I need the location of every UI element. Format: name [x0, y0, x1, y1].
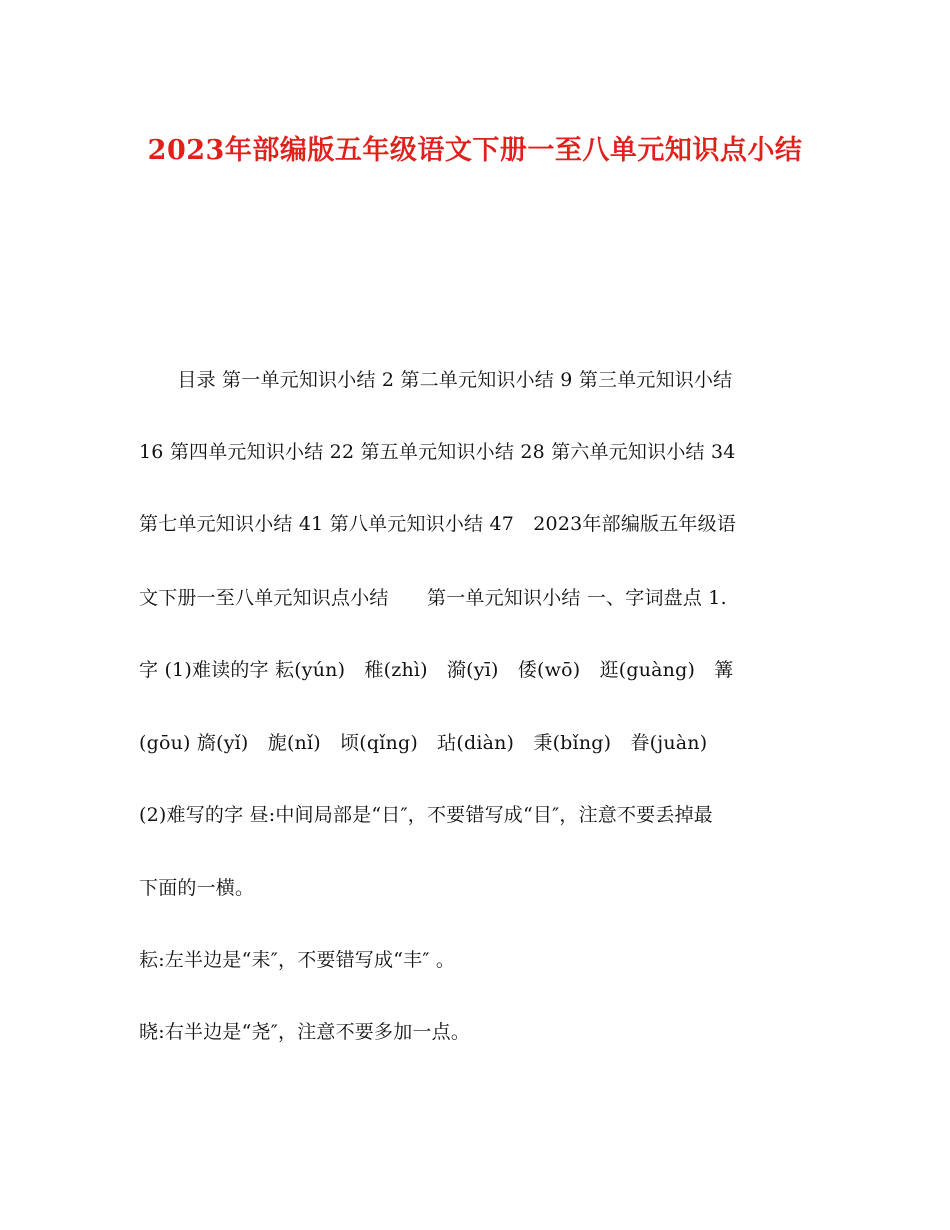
- body-line-5: 字 (1)难读的字 耘(yún) 稚(zhì) 漪(yī) 倭(wō) 逛(guàng) 篝: [139, 659, 734, 681]
- body-line-1: 目录 第一单元知识小结 2 第二单元知识小结 9 第三单元知识小结: [139, 369, 733, 391]
- body-line-9: 耘:左半边是“耒″，不要错写成“丰″ 。: [139, 949, 456, 971]
- body-line-6: (gōu) 旖(yǐ) 旎(nǐ) 顷(qǐng) 玷(diàn) 秉(bǐng) 眷(juàn): [139, 732, 708, 754]
- body-line-10: 晓:右半边是“尧″，注意不要多加一点。: [139, 1021, 471, 1043]
- body-line-7: (2)难写的字 昼:中间局部是“日″，不要错写成“目″，注意不要丢掉最: [139, 804, 713, 826]
- body-line-4: 文下册一至八单元知识点小结 第一单元知识小结 一、字词盘点 1.: [139, 587, 727, 609]
- document-title: 2023年部编版五年级语文下册一至八单元知识点小结: [147, 135, 803, 166]
- body-line-8: 下面的一横。: [139, 877, 255, 899]
- body-line-3: 第七单元知识小结 41 第八单元知识小结 47 2023年部编版五年级语: [139, 513, 737, 535]
- body-line-2: 16 第四单元知识小结 22 第五单元知识小结 28 第六单元知识小结 34: [139, 441, 736, 463]
